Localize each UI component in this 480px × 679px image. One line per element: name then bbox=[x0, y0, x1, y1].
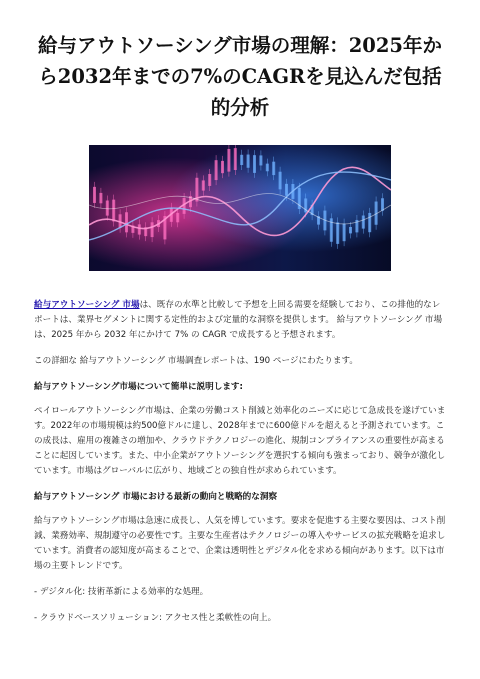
candle-body bbox=[253, 155, 256, 173]
candle-body bbox=[381, 198, 384, 210]
intro-text: は、既存の水準と比較して予想を上回る需要を経験しており、この排他的なレポートは、業界セグメントに関する定性的および定量的な洞察を提供します。 給与アウトソーシング 市場は、2025 年から 2032 年にかけて 7% の CAGR で成長すると予想されます。 bbox=[34, 300, 443, 340]
candle-body bbox=[272, 162, 275, 175]
section-heading-overview: 給与アウトソーシング市場について簡単に説明します: bbox=[34, 382, 243, 392]
candle-body bbox=[138, 224, 141, 234]
candle-body bbox=[93, 187, 96, 203]
candle-body bbox=[368, 213, 371, 232]
section-heading-trends: 給与アウトソーシング 市場における最新の動向と戦略的な洞察 bbox=[34, 492, 278, 502]
candle-body bbox=[247, 155, 250, 168]
candle-body bbox=[343, 224, 346, 242]
candle-body bbox=[151, 222, 154, 237]
candle-body bbox=[202, 180, 205, 190]
candle-body bbox=[285, 184, 288, 196]
pages-note: この詳細な 給与アウトソーシング 市場調査レポートは、190 ページにわたります。 bbox=[34, 356, 358, 366]
candle-body bbox=[221, 161, 224, 173]
candle-body bbox=[215, 160, 218, 180]
trend-bullet: - デジタル化: 技術革新による効率的な処理。 bbox=[34, 587, 209, 597]
trend-bullet: - クラウドベースソリューション: アクセス性と柔軟性の向上。 bbox=[34, 613, 277, 623]
candle-body bbox=[112, 200, 115, 222]
market-link[interactable]: 給与アウトソーシング 市場 bbox=[34, 300, 140, 310]
financial-chart-illustration bbox=[89, 145, 391, 271]
candle-body bbox=[259, 155, 262, 165]
hero-image bbox=[89, 145, 391, 271]
section-body-overview: ペイロールアウトソーシング市場は、企業の労働コスト削減と効率化のニーズに応じて急成長を遂げています。2022年の市場規模は約500億ドルに達し、2028年までに600億ドルを超えると予測されています。この成長は、雇用の複雑さの増加や、クラウドテクノロジーの進化、規制コンプライアンスの重要性が高まることに起因しています。また、中小企業がアウトソーシングを選択する傾向も強まっており、競争が激化しています。市場はグローバルに広がり、地域ごとの独自性が求められています。 bbox=[34, 406, 446, 476]
article-body bbox=[34, 298, 446, 637]
candle-body bbox=[279, 172, 282, 190]
candle-body bbox=[106, 201, 109, 216]
candle-body bbox=[266, 164, 269, 172]
candle-body bbox=[176, 213, 179, 222]
page-title: 給与アウトソーシング市場の理解：2025年から2032年までの7%のCAGRを見込んだ包括的分析 bbox=[37, 34, 442, 119]
candle-body bbox=[240, 155, 243, 165]
candle-body bbox=[362, 216, 365, 229]
candle-body bbox=[125, 212, 128, 232]
candle-body bbox=[208, 174, 211, 186]
candle-body bbox=[349, 227, 352, 233]
intro-paragraph bbox=[34, 298, 446, 343]
candle-body bbox=[234, 148, 237, 170]
candle-body bbox=[227, 149, 230, 172]
candle-body bbox=[336, 222, 339, 243]
section-body-trends: 給与アウトソーシング市場は急速に成長し、人気を博しています。要求を促進する主要な要因は、コスト削減、業務効率、規制遵守の必要性です。主要な生産者はテクノロジーの導入やサービスの拡充戦略を追求しています。消費者の認知度が高まることで、企業は透明性とデジタル化を求める傾向があります。以下は市場の主要トレンドです。 bbox=[34, 516, 446, 571]
candle-body bbox=[99, 193, 102, 203]
